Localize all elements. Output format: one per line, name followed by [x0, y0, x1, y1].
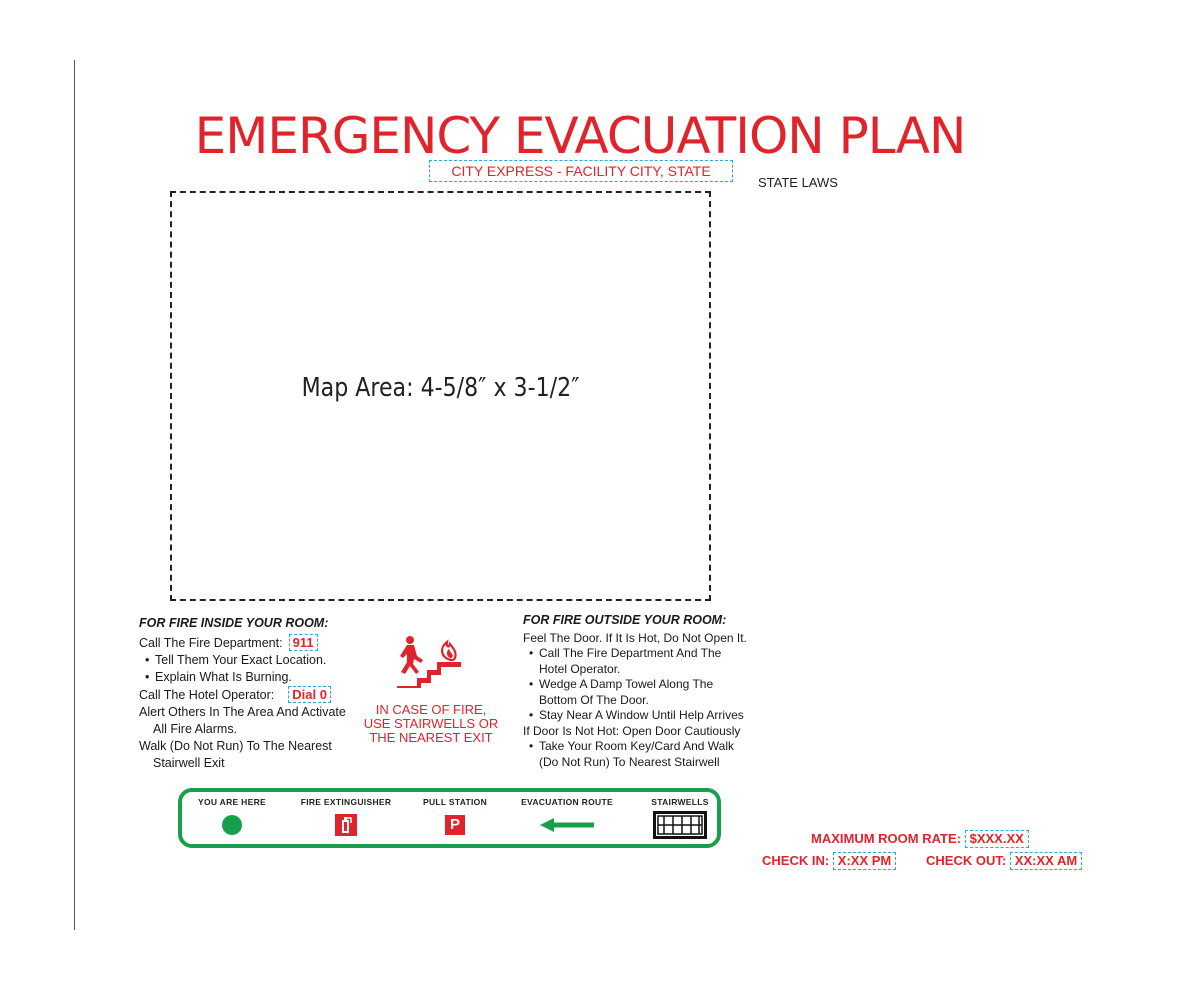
check-out-value: XX:XX AM [1010, 852, 1082, 870]
fire-notice-line-1: IN CASE OF FIRE, [375, 702, 487, 717]
map-area [170, 191, 711, 601]
walk-line-2: Stairwell Exit [153, 756, 225, 770]
check-out [926, 852, 1082, 870]
legend-fire-extinguisher-label: FIRE EXTINGUISHER [300, 797, 392, 807]
fire-extinguisher-icon [335, 814, 357, 836]
legend-evacuation-route-label: EVACUATION ROUTE [521, 797, 613, 807]
tell-location-bullet: • Tell Them Your Exact Location. [139, 652, 359, 669]
legend-evacuation-route [512, 797, 622, 837]
max-rate-label: MAXIMUM ROOM RATE: [811, 831, 961, 846]
take-bullet-1: • Take Your Room Key/Card And Walk [523, 739, 763, 755]
legend-you-are-here [177, 797, 287, 837]
max-room-rate [811, 830, 1029, 848]
legend-pull-station [400, 797, 510, 837]
page-title: EMERGENCY EVACUATION PLAN [194, 107, 966, 165]
you-are-here-dot-icon [222, 815, 242, 835]
pull-station-icon: P [445, 815, 465, 835]
alert-line-2: All Fire Alarms. [153, 722, 238, 736]
fire-notice-line-3: THE NEAREST EXIT [369, 730, 493, 745]
check-in-value: X:XX PM [833, 852, 896, 870]
check-out-label: CHECK OUT: [926, 853, 1007, 868]
inside-heading: FOR FIRE INSIDE YOUR ROOM: [139, 616, 329, 630]
alert-line-1: Alert Others In The Area And Activate [139, 705, 346, 719]
take-bullet-2: (Do Not Run) To Nearest Stairwell [539, 754, 720, 769]
legend-fire-extinguisher [291, 797, 401, 837]
wedge-bullet-2: Bottom Of The Door. [539, 692, 649, 707]
state-laws-label: STATE LAWS [758, 175, 838, 190]
call-operator-text: Call The Hotel Operator: [139, 688, 275, 702]
outside-room-instructions [523, 613, 763, 770]
call-fire-line [139, 634, 359, 652]
stairwell-fire-icon [395, 634, 465, 690]
legend-stairwells-label: STAIRWELLS [651, 797, 709, 807]
wedge-bullet-1: • Wedge A Damp Towel Along The [523, 677, 763, 693]
not-hot-line: If Door Is Not Hot: Open Door Cautiously [523, 723, 741, 738]
stay-bullet: • Stay Near A Window Until Help Arrives [523, 708, 763, 724]
fire-number-callout: 911 [289, 634, 318, 651]
check-in-label: CHECK IN: [762, 853, 830, 868]
facility-name: CITY EXPRESS - FACILITY CITY, STATE [429, 160, 733, 182]
call-operator-line [139, 686, 359, 704]
explain-bullet: • Explain What Is Burning. [139, 669, 359, 686]
inside-room-instructions [139, 615, 359, 772]
legend-you-are-here-label: YOU ARE HERE [198, 797, 266, 807]
legend-pull-station-label: PULL STATION [422, 797, 488, 807]
legend-stairwells [625, 797, 735, 837]
margin-line [74, 60, 75, 930]
max-rate-value: $XXX.XX [965, 830, 1029, 848]
call-bullet-2: Hotel Operator. [539, 661, 621, 676]
fire-notice [355, 703, 507, 745]
evacuation-route-arrow-icon [540, 817, 594, 833]
outside-heading: FOR FIRE OUTSIDE YOUR ROOM: [523, 613, 727, 627]
call-fire-text: Call The Fire Department: [139, 636, 283, 650]
operator-number-callout: Dial 0 [288, 686, 331, 703]
map-area-label: Map Area: 4-5/8″ x 3-1/2″ [301, 373, 580, 403]
call-bullet-1: • Call The Fire Department And The [523, 646, 763, 662]
feel-door-line: Feel The Door. If It Is Hot, Do Not Open It. [523, 630, 747, 645]
check-in [762, 852, 896, 870]
walk-line-1: Walk (Do Not Run) To The Nearest [139, 739, 332, 753]
map-legend [178, 788, 721, 848]
stairwells-icon [653, 811, 707, 839]
fire-notice-line-2: USE STAIRWELLS OR [363, 716, 499, 731]
